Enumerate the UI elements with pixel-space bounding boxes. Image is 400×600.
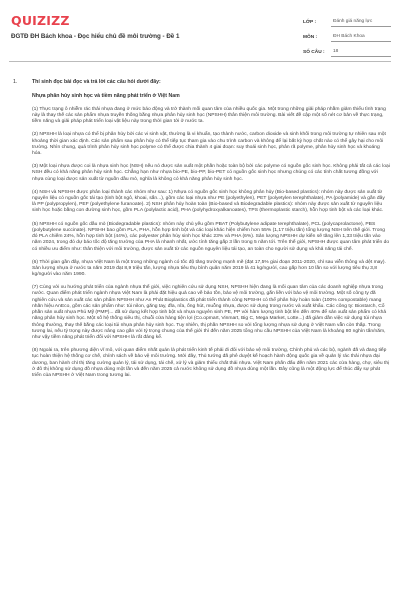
quiz-meta: [303, 12, 391, 57]
meta-label-class: LỚP :: [303, 20, 317, 25]
header-divider: [9, 61, 391, 62]
page-title: ĐGTĐ ĐH Bách khoa - Đọc hiểu chủ đề môi trường - Đề 1: [11, 33, 180, 40]
article-paragraph-5: (5) NPSHH có nguồn gốc dầu mỏ (Biodegradable plastics): nhóm này chủ yếu gồm PBAT (Polybutylene adipate terephthalate), PCL (polycaprolactone), PBS (polybutylene succinate). NPSHH bao gồm PLA, PHA, hỗn hợp tinh bột và các loại khác hiện chiếm hơn 55% (1,17 triệu tấn) tổng lượng NSH trên thế giới. Trong đó PLA chiếm 24%, hỗn hợp tinh bột (44%), các polyester phân hủy sinh học khác 23% và PHA (6%). Sản lượng NPSHH dự kiến sẽ tăng lên 1,33 triệu tấn vào năm 2024, trong đó dự báo tốc độ tăng trưởng của PHA là nhanh nhất, ước tính tăng gấp 3 lần trong 5 năm tới. Trên thế giới, NPSHH được quan tâm phát triển do có nhiều ưu điểm như: thân thiện với môi trường, được sản xuất từ các nguồn nguyên liệu tái tạo, an toàn cho người sử dụng và khả năng tái chế.: [32, 221, 390, 252]
meta-row-count: [303, 42, 391, 57]
article-paragraph-2: (2) NPSHH là loại nhựa có thể bị phân hủy bởi các vi sinh vật, thường là vi khuẩn, tạo thành nước, carbon dioxide và sinh khối trong môi trường tự nhiên sau một khoảng thời gian xác định. Các sản phẩm sau phân hủy có thể tiếp tục tham gia vào chu trình carbon và không để lại bất kỳ hợp chất nào có thể gây hại cho môi trường. Nhìn chung, quá trình phân hủy sinh học polyme có thể được chia thành 4 giai đoạn: suy thoái sinh học, phân rã polyme, phân hủy sinh học và khoáng hóa.: [32, 132, 386, 157]
article-paragraph-8: (8) Ngoài ra, trên phương diện vĩ mô, với quan điểm nhất quán là phát triển kinh tế phải đi đôi với bảo vệ môi trường, Chính phủ và các bộ, ngành đã và đang tiếp tục hoàn thiện hệ thống cơ chế, chính sách về bảo vệ môi trường. Mới đây, Thủ tướng đã phê duyệt kế hoạch hành động quốc gia về quản lý rác thải nhựa đại dương, ban hành chỉ thị tăng cường quản lý, tái sử dụng, tái chế, xử lý và giảm thiểu chất thải nhựa. Việt Nam phấn đấu đến năm 2021 các cửa hàng, chợ, siêu thị ở đô thị không sử dụng đồ nhựa dùng một lần và đến năm 2025 cả nước không sử dụng đồ nhựa dùng một lần. Đây cũng là một động lực để thúc đẩy sự phát triển của NPSHH ở Việt Nam trong tương lai.: [32, 348, 390, 379]
question-number: 1.: [13, 79, 18, 85]
article-paragraph-1: (1) Thực trạng ô nhiễm rác thải nhựa đang ở mức báo động và trở thành mối quan tâm của nhiều quốc gia. Một trong những giải pháp nhằm giảm thiểu tình trạng này là thay thế các sản phẩm nhựa truyền thống bằng nhựa phân hủy sinh học (NPSHH) thân thiện môi trường. Bài viết đề cập một số nét cơ bản về thực trạng, tiềm năng và giải pháp phát triển loại vật liệu này trong thời gian tới ở nước ta.: [32, 106, 386, 125]
article-paragraph-3: (3) Một loại nhựa được coi là nhựa sinh học (NSH) nếu nó được sản xuất một phần hoặc toàn bộ bởi các polyme có nguồn gốc sinh học. Không phải tất cả các loại NSH đều có khả năng phân hủy sinh học. Chẳng hạn như nhựa bio-PE, bio-PP, bio-PET có nguồn gốc sinh học nhưng chúng có các tính chất tương đồng với nhựa cùng loại được sản xuất từ nguồn dầu mỏ, nghĩa là không có khả năng phân hủy sinh học.: [32, 164, 390, 182]
article-heading: Nhựa phân hủy sinh học và tiềm năng phát triển ở Việt Nam: [32, 92, 180, 99]
question-content: [32, 79, 390, 386]
article-paragraph-4: (4) NSH và NPSHH được phân loại thành các nhóm như sau: 1) Nhựa có nguồn gốc sinh học không phân hủy (Bio-based plastics): nhóm này được sản xuất từ nguyên liệu có nguồn gốc tái tạo (tinh bột ngô, khoai, sắn...), gồm các loại nhựa như PE (polyethylen), PET (polyetylen terephthalate), PA (polyamide) và gần đây là PP (polypropylen), PEF (polyethylene furanoate). 2) NSH phân hủy hoàn toàn (Bio-based và Biodegradable plastics): nhóm này được sản xuất từ nguyên liệu sinh học hoặc bằng con đường sinh học, gồm PLA (polylactic acid), PHA (polyhydroxyalkanoates), TPS (thermoplastic starch), hỗn hợp tinh bột và các loại khác.: [32, 189, 385, 214]
question-intro: Thí sinh đọc bài đọc và trả lời các câu hỏi dưới đây:: [32, 79, 161, 85]
article-paragraph-6: (6) Thời gian gần đây, nhựa Việt Nam là một trong những ngành có tốc độ tăng trưởng mạnh mẽ (đạt 17,5% giai đoạn 2011-2020, chỉ sau viễn thông và dệt may). Sản lượng nhựa ở nước ta năm 2019 đạt 8,9 triệu tấn, lượng nhựa tiêu thụ bình quân năm 2019 là 41 kg/người, cao gấp hơn 10 lần so với lượng tiêu thụ 3,8 kg/người vào năm 1990.: [32, 259, 386, 278]
meta-row-subject: [303, 27, 391, 42]
meta-label-count: SỐ CÂU :: [303, 50, 325, 55]
meta-row-class: [303, 12, 391, 27]
article-paragraph-7: (7) Cùng với xu hướng phát triển của ngành nhựa thế giới, việc nghiên cứu sử dụng NSH, NPSHH hiện đang là mối quan tâm của các doanh nghiệp nhựa trong nước. Quan điểm phát triển ngành nhựa Việt Nam là phải đặt hiệu quả cao về bảo tồn, bảo vệ môi trường, gắn liền với bảo vệ môi trường. Một số công ty đã nghiên cứu và sản xuất các sản phẩm NPSHH như An Phát Bioplastics đã phát triển thành công NPSHH có thể phân hủy hoàn toàn (100% compostable) mang nhãn hiệu AnEco, gồm các sản phẩm như: túi nilon, găng tay, đĩa, nĩa, ống hút, muỗng nhựa, được sử dụng trong nước và xuất khẩu. Các công ty: Biostarch, Cổ phần sản xuất nhựa Phú Mỹ (PMP)... đã sử dụng kết hợp tinh bột và nhựa nguyên sinh PE, PP với hàm lượng tinh bột lên đến 40% để sản xuất sản phẩm có khả năng phân hủy sinh học. Một số hệ thống siêu thị, chuỗi cửa hàng tiện lợi (Co.opmart, Vinmart, Big C, Mega Market, Lotte...) đã giảm dần việc sử dụng túi nhựa thông thường, thay thế bằng các loại túi nhựa phân hủy sinh học. Tuy nhiên, thị phần NPSHH so với tổng lượng nhựa sử dụng ở Việt Nam vẫn còn thấp. Trong tương lai, nếu tỷ trọng này được nâng cao gần với tỷ trọng chung của thế giới thì đến năm 2025 tổng nhu cầu NPSHH của Việt Nam là khoảng 80 nghìn tấn/năm, như vậy tiềm năng phát triển đối với NPSHH là rất đáng kể.: [32, 285, 387, 341]
meta-value-subject: ĐH Bách Khoa: [331, 34, 391, 42]
quizizz-logo: QUIZIZZ: [11, 13, 70, 28]
meta-value-class: Đánh giá năng lực: [331, 19, 391, 27]
meta-label-subject: MÔN :: [303, 35, 318, 40]
meta-value-count: 18: [331, 49, 391, 57]
